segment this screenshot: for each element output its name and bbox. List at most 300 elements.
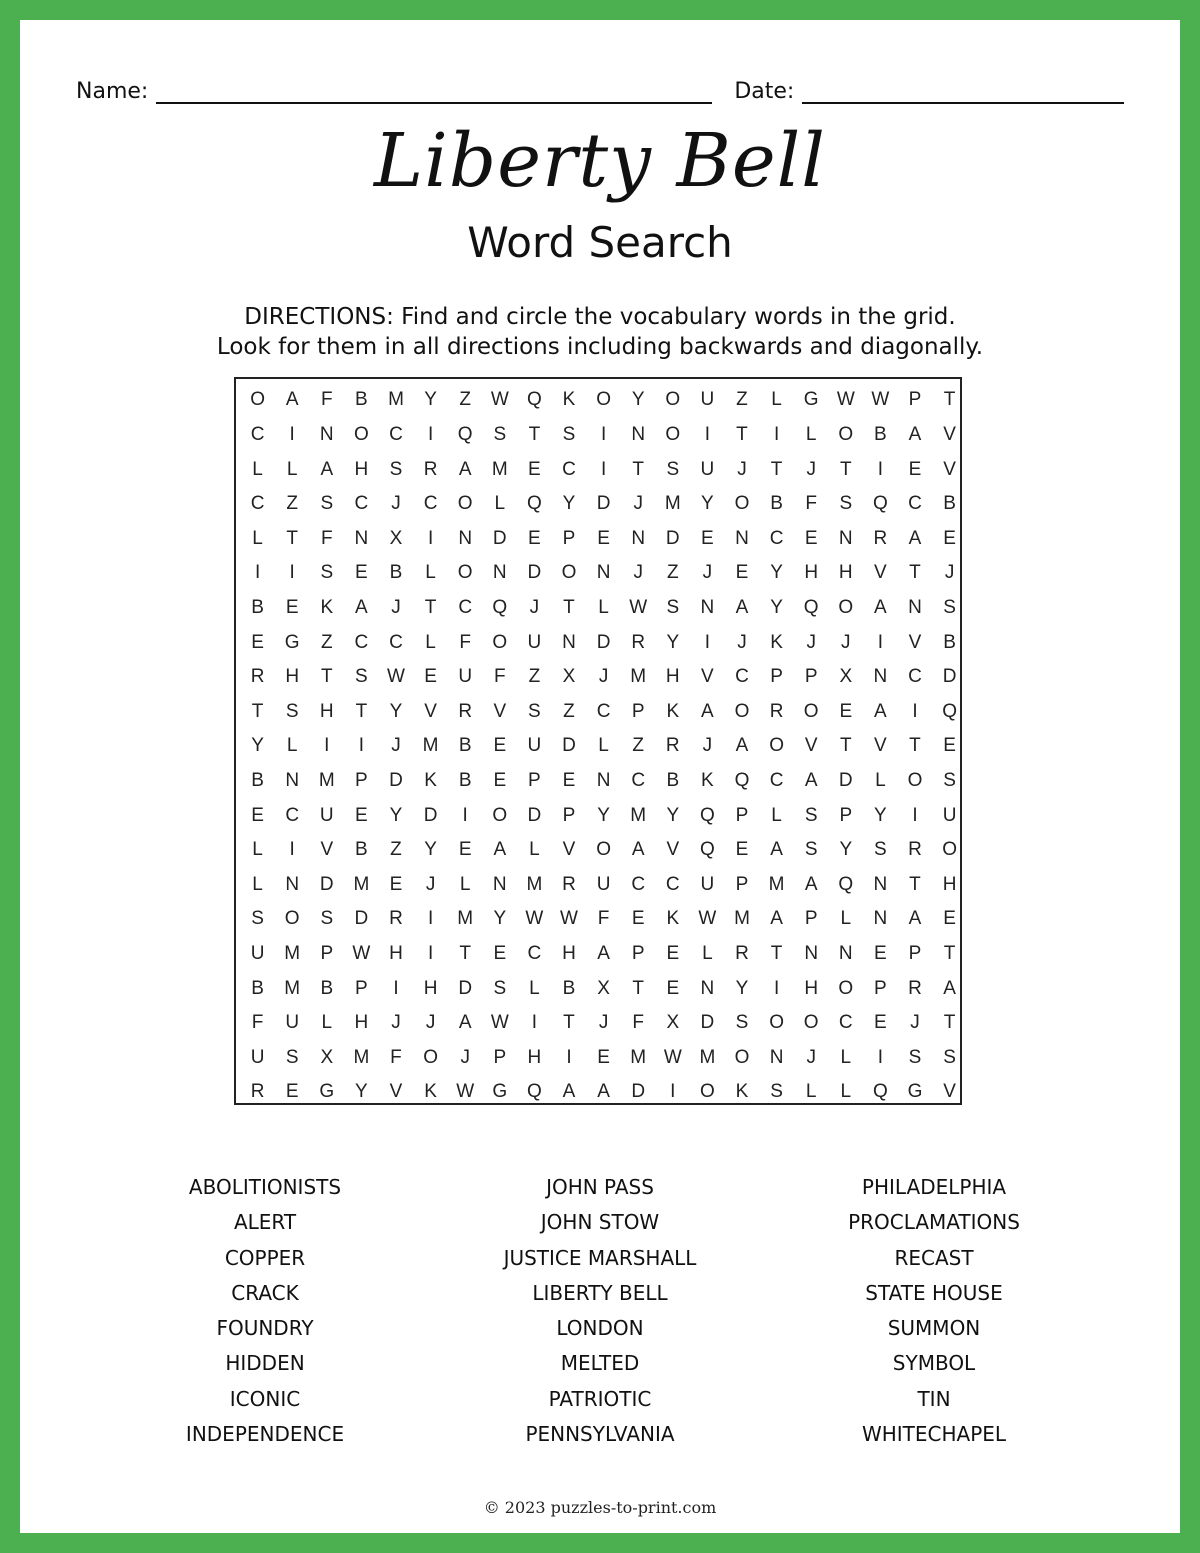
grid-letter: M — [284, 977, 301, 999]
word-item: SYMBOL — [892, 1351, 976, 1376]
grid-letter: E — [908, 458, 922, 480]
grid-letter: V — [424, 700, 437, 722]
date-label: Date: — [734, 79, 795, 104]
grid-letter: T — [943, 389, 956, 411]
grid-letter: J — [460, 1046, 470, 1068]
grid-letter: S — [908, 1046, 922, 1068]
grid-letter: J — [806, 1046, 816, 1068]
grid-letter: R — [423, 458, 438, 480]
grid-letter: O — [561, 562, 577, 584]
grid-letter: E — [701, 527, 714, 549]
grid-letter: P — [355, 977, 368, 999]
grid-letter: B — [874, 423, 887, 445]
grid-letter: Y — [251, 735, 264, 757]
grid-letter: L — [702, 942, 713, 964]
grid-letter: M — [768, 873, 785, 895]
grid-letter: W — [698, 908, 717, 930]
grid-letter: T — [355, 700, 368, 722]
grid-letter: A — [597, 1081, 610, 1103]
grid-letter: X — [839, 666, 853, 688]
grid-letter: M — [457, 908, 474, 930]
grid-letter: F — [597, 908, 610, 930]
grid-letter: J — [944, 562, 955, 584]
grid-letter: N — [804, 942, 819, 964]
grid-letter: A — [458, 458, 472, 480]
grid-letter: A — [735, 735, 749, 757]
grid-letter: W — [387, 666, 405, 688]
grid-letter: O — [803, 1012, 819, 1034]
grid-letter: Q — [803, 596, 819, 618]
grid-letter: N — [562, 631, 576, 653]
grid-letter: G — [803, 389, 819, 411]
grid-letter: O — [838, 423, 854, 445]
grid-letter: T — [839, 458, 852, 480]
grid-letter: V — [666, 839, 680, 861]
grid-letter: I — [566, 1046, 572, 1068]
grid-letter: P — [735, 873, 749, 895]
grid-letter: D — [492, 527, 507, 549]
directions-line-2: Look for them in all directions including backwards and diagonally. — [216, 334, 984, 360]
grid-letter: A — [943, 977, 956, 999]
grid-letter: I — [704, 631, 711, 653]
grid-letter: N — [873, 666, 888, 688]
word-item: PROCLAMATIONS — [848, 1210, 1020, 1235]
grid-letter: J — [737, 458, 747, 480]
grid-letter: J — [391, 493, 401, 515]
grid-letter: X — [389, 527, 403, 549]
grid-letter: P — [493, 1046, 507, 1068]
grid-letter: V — [943, 1081, 956, 1103]
grid-letter: O — [734, 493, 750, 515]
grid-letter: N — [319, 423, 334, 445]
grid-letter: O — [354, 423, 369, 445]
grid-letter: L — [840, 1081, 852, 1103]
grid-letter: L — [805, 1081, 817, 1103]
grid-letter: A — [285, 389, 299, 411]
grid-letter: Y — [493, 908, 507, 930]
grid-letter: N — [873, 873, 888, 895]
grid-letter: O — [596, 839, 611, 861]
grid-letter: T — [909, 873, 921, 895]
grid-letter: J — [391, 596, 401, 618]
grid-letter: I — [427, 423, 434, 445]
grid-letter: N — [354, 527, 369, 549]
grid-letter: J — [702, 562, 713, 584]
grid-letter: D — [700, 1012, 715, 1034]
grid-letter: S — [528, 700, 541, 722]
grid-letter: W — [560, 908, 578, 930]
grid-letter: A — [908, 527, 922, 549]
grid-letter: E — [251, 804, 264, 826]
grid-letter: A — [493, 839, 507, 861]
grid-letter: D — [527, 804, 542, 826]
grid-letter: J — [910, 1012, 920, 1034]
grid-letter: P — [770, 666, 783, 688]
grid-letter: I — [773, 977, 780, 999]
grid-letter: L — [875, 769, 886, 791]
grid-letter: V — [943, 458, 956, 480]
grid-letter: B — [666, 769, 680, 791]
grid-letter: L — [252, 527, 263, 549]
grid-letter: Z — [632, 735, 644, 757]
grid-letter: E — [839, 700, 853, 722]
grid-letter: Q — [457, 423, 473, 445]
grid-letter: A — [355, 596, 368, 618]
grid-letter: C — [389, 631, 403, 653]
grid-letter: E — [943, 735, 956, 757]
grid-letter: S — [285, 1046, 299, 1068]
grid-letter: O — [423, 1046, 438, 1068]
grid-letter: K — [562, 389, 576, 411]
grid-letter: U — [285, 1012, 300, 1034]
grid-letter: H — [665, 666, 680, 688]
page-title: Liberty Bell — [374, 118, 826, 204]
grid-letter: E — [874, 942, 887, 964]
grid-letter: I — [531, 1012, 538, 1034]
grid-letter: E — [666, 977, 680, 999]
grid-letter: I — [773, 423, 780, 445]
grid-letter: A — [458, 1012, 472, 1034]
grid-letter: B — [458, 735, 472, 757]
grid-letter: B — [320, 977, 334, 999]
grid-letter: E — [424, 666, 437, 688]
grid-letter: O — [665, 389, 681, 411]
grid-letter: O — [457, 493, 473, 515]
grid-letter: B — [251, 596, 264, 618]
grid-letter: R — [250, 1081, 265, 1103]
grid-letter: P — [631, 700, 645, 722]
grid-letter: R — [458, 700, 473, 722]
grid-letter: E — [562, 769, 576, 791]
grid-letter: N — [769, 1046, 784, 1068]
grid-letter: N — [873, 908, 888, 930]
grid-letter: J — [806, 458, 816, 480]
grid-letter: I — [704, 423, 711, 445]
grid-letter: S — [493, 423, 507, 445]
grid-letter: J — [737, 631, 747, 653]
grid-letter: L — [529, 977, 540, 999]
grid-letter: G — [284, 631, 300, 653]
grid-letter: C — [735, 666, 749, 688]
grid-letter: N — [838, 527, 853, 549]
grid-letter: Z — [736, 389, 748, 411]
grid-letter: T — [632, 458, 644, 480]
grid-letter: Z — [286, 493, 298, 515]
grid-letter: O — [700, 1081, 715, 1103]
grid-letter: R — [250, 666, 265, 688]
grid-letter: C — [354, 493, 369, 515]
grid-letter: W — [871, 389, 890, 411]
grid-letter: L — [840, 908, 852, 930]
grid-letter: Q — [873, 493, 888, 515]
grid-letter: L — [494, 493, 506, 515]
grid-letter: O — [284, 908, 300, 930]
grid-letter: Z — [459, 389, 471, 411]
grid-letter: M — [388, 389, 404, 411]
grid-letter: M — [353, 1046, 370, 1068]
grid-letter: S — [735, 1012, 749, 1034]
grid-letter: E — [493, 735, 507, 757]
grid-letter: Q — [527, 493, 542, 515]
name-label: Name: — [76, 79, 149, 104]
grid-letter: Q — [700, 839, 715, 861]
grid-letter: Y — [874, 804, 887, 826]
grid-letter: H — [562, 942, 576, 964]
grid-letter: R — [873, 527, 888, 549]
grid-letter: B — [770, 493, 783, 515]
grid-letter: F — [493, 666, 506, 688]
grid-letter: A — [804, 769, 818, 791]
grid-letter: L — [321, 1012, 333, 1034]
grid-letter: I — [254, 562, 261, 584]
grid-letter: T — [251, 700, 264, 722]
grid-letter: I — [289, 562, 295, 584]
grid-letter: Y — [839, 839, 853, 861]
grid-letter: E — [874, 1012, 887, 1034]
grid-letter: U — [596, 873, 611, 895]
grid-letter: U — [527, 735, 542, 757]
grid-letter: M — [630, 1046, 647, 1068]
grid-letter: H — [942, 873, 957, 895]
grid-letter: W — [352, 942, 371, 964]
grid-letter: V — [562, 839, 576, 861]
grid-letter: W — [663, 1046, 682, 1068]
grid-letter: Q — [942, 700, 957, 722]
grid-letter: P — [735, 804, 749, 826]
grid-letter: M — [664, 493, 681, 515]
grid-letter: Z — [390, 839, 402, 861]
grid-letter: I — [427, 527, 434, 549]
grid-letter: T — [424, 596, 437, 618]
grid-letter: D — [631, 1081, 646, 1103]
grid-letter: I — [912, 804, 918, 826]
grid-letter: I — [877, 1046, 884, 1068]
grid-letter: L — [598, 735, 609, 757]
grid-letter: Z — [666, 562, 679, 584]
grid-letter: A — [908, 423, 922, 445]
grid-letter: P — [908, 389, 922, 411]
grid-letter: B — [251, 977, 264, 999]
grid-letter: L — [459, 873, 471, 895]
grid-letter: L — [771, 804, 782, 826]
grid-letter: W — [490, 1012, 509, 1034]
word-item: WHITECHAPEL — [861, 1422, 1007, 1447]
directions-line-1: DIRECTIONS: Find and circle the vocabulary words in the grid. — [244, 304, 956, 330]
grid-letter: O — [838, 596, 854, 618]
grid-letter: R — [562, 873, 576, 895]
grid-letter: W — [836, 389, 855, 411]
grid-letter: P — [320, 942, 334, 964]
grid-letter: L — [425, 562, 436, 584]
grid-letter: T — [909, 562, 921, 584]
directions — [20, 302, 1180, 362]
grid-letter: P — [908, 942, 922, 964]
grid-letter: O — [803, 700, 819, 722]
grid-letter: C — [908, 493, 922, 515]
word-item: JUSTICE MARSHALL — [503, 1245, 697, 1270]
word-item: LONDON — [556, 1316, 644, 1341]
grid-letter: L — [425, 631, 436, 653]
grid-letter: W — [490, 389, 509, 411]
grid-letter: S — [320, 562, 334, 584]
grid-letter: J — [633, 493, 643, 515]
page-subtitle: Word Search — [467, 218, 733, 267]
grid-letter: O — [492, 804, 508, 826]
grid-letter: Y — [735, 977, 749, 999]
grid-letter: Q — [700, 804, 715, 826]
grid-letter: H — [354, 458, 369, 480]
grid-letter: S — [355, 666, 368, 688]
grid-letter: L — [252, 458, 263, 480]
grid-letter: B — [389, 562, 403, 584]
grid-letter: N — [631, 423, 646, 445]
grid-letter: S — [493, 977, 507, 999]
grid-letter: A — [562, 1081, 576, 1103]
word-item: TIN — [917, 1386, 951, 1411]
grid-letter: E — [597, 1046, 610, 1068]
grid-letter: D — [423, 804, 438, 826]
grid-letter: M — [422, 735, 439, 757]
grid-letter: E — [493, 769, 507, 791]
grid-letter: N — [838, 942, 853, 964]
grid-letter: A — [770, 908, 783, 930]
word-item: ABOLITIONISTS — [188, 1175, 342, 1199]
grid-letter: Y — [597, 804, 610, 826]
grid-letter: A — [804, 873, 818, 895]
grid-letter: T — [770, 458, 783, 480]
grid-letter: S — [943, 769, 956, 791]
grid-letter: O — [769, 735, 784, 757]
grid-letter: H — [423, 977, 438, 999]
word-item: PHILADELPHIA — [861, 1175, 1007, 1199]
grid-letter: C — [908, 666, 922, 688]
grid-letter: S — [943, 1046, 956, 1068]
grid-letter: X — [597, 977, 610, 999]
grid-letter: Y — [355, 1081, 368, 1103]
grid-letter: M — [630, 666, 647, 688]
word-item: INDEPENDENCE — [185, 1422, 345, 1447]
grid-letter: X — [562, 666, 576, 688]
letter-grid — [234, 377, 962, 1105]
grid-letter: J — [841, 631, 851, 653]
grid-letter: T — [943, 1012, 956, 1034]
grid-letter: R — [389, 908, 403, 930]
grid-letter: Y — [770, 562, 783, 584]
grid-letter: V — [908, 631, 922, 653]
grid-letter: O — [942, 839, 957, 861]
grid-letter: T — [528, 423, 541, 445]
grid-letter: V — [320, 839, 334, 861]
grid-letter: S — [770, 1081, 783, 1103]
word-item: MELTED — [560, 1351, 640, 1376]
grid-letter: O — [769, 1012, 784, 1034]
grid-letter: H — [319, 700, 334, 722]
date-line — [802, 82, 1124, 104]
grid-letter: D — [527, 562, 542, 584]
word-column-1 — [100, 1170, 430, 1452]
grid-letter: I — [324, 735, 330, 757]
grid-letter: E — [666, 942, 680, 964]
grid-letter: H — [804, 977, 819, 999]
grid-letter: T — [632, 977, 644, 999]
grid-letter: T — [839, 735, 852, 757]
grid-letter: A — [735, 596, 749, 618]
grid-letter: T — [909, 735, 921, 757]
grid-letter: Q — [734, 769, 750, 791]
grid-letter: C — [562, 458, 576, 480]
grid-letter: P — [804, 908, 818, 930]
grid-letter: K — [424, 1081, 437, 1103]
grid-letter: M — [699, 1046, 716, 1068]
grid-letter: C — [458, 596, 473, 618]
grid-letter: W — [629, 596, 648, 618]
grid-letter: U — [458, 666, 473, 688]
grid-letter: E — [631, 908, 645, 930]
grid-letter: P — [355, 769, 368, 791]
word-item: PENNSYLVANIA — [525, 1422, 675, 1447]
grid-letter: Y — [389, 804, 403, 826]
grid-letter: C — [596, 700, 611, 722]
grid-letter: N — [908, 596, 922, 618]
grid-letter: S — [666, 458, 680, 480]
grid-letter: I — [600, 423, 607, 445]
word-item: ICONIC — [229, 1386, 301, 1411]
grid-letter: R — [631, 631, 646, 653]
grid-letter: T — [563, 1012, 575, 1034]
grid-letter: T — [320, 666, 333, 688]
word-item: RECAST — [894, 1245, 974, 1270]
grid-letter: U — [700, 458, 715, 480]
grid-letter: E — [355, 562, 368, 584]
grid-letter: I — [670, 1081, 676, 1103]
grid-letter: J — [425, 1012, 436, 1034]
grid-letter: O — [907, 769, 923, 791]
word-item: HIDDEN — [225, 1351, 305, 1376]
grid-letter: J — [702, 735, 713, 757]
grid-letter: S — [943, 596, 956, 618]
grid-letter: O — [838, 977, 854, 999]
grid-letter: E — [735, 839, 749, 861]
grid-letter: I — [600, 458, 607, 480]
grid-letter: Y — [666, 804, 680, 826]
grid-letter: Y — [666, 631, 680, 653]
grid-letter: B — [943, 493, 956, 515]
grid-letter: I — [358, 735, 365, 757]
grid-letter: V — [493, 700, 507, 722]
grid-letter: L — [598, 596, 609, 618]
grid-letter: Y — [562, 493, 576, 515]
grid-letter: J — [598, 666, 609, 688]
grid-letter: A — [874, 700, 887, 722]
grid-letter: I — [289, 423, 295, 445]
grid-letter: L — [771, 389, 782, 411]
grid-letter: M — [353, 873, 370, 895]
grid-letter: E — [735, 562, 749, 584]
grid-letter: F — [251, 1012, 264, 1034]
grid-letter: M — [734, 908, 750, 930]
grid-letter: L — [286, 458, 298, 480]
grid-letter: D — [838, 769, 853, 791]
grid-letter: E — [528, 527, 541, 549]
grid-letter: U — [250, 1046, 265, 1068]
grid-letter: N — [700, 977, 715, 999]
grid-letter: V — [389, 1081, 403, 1103]
grid-letter: A — [701, 700, 714, 722]
grid-letter: S — [389, 458, 403, 480]
grid-letter: O — [665, 423, 681, 445]
grid-letter: N — [285, 873, 300, 895]
grid-letter: A — [874, 596, 887, 618]
